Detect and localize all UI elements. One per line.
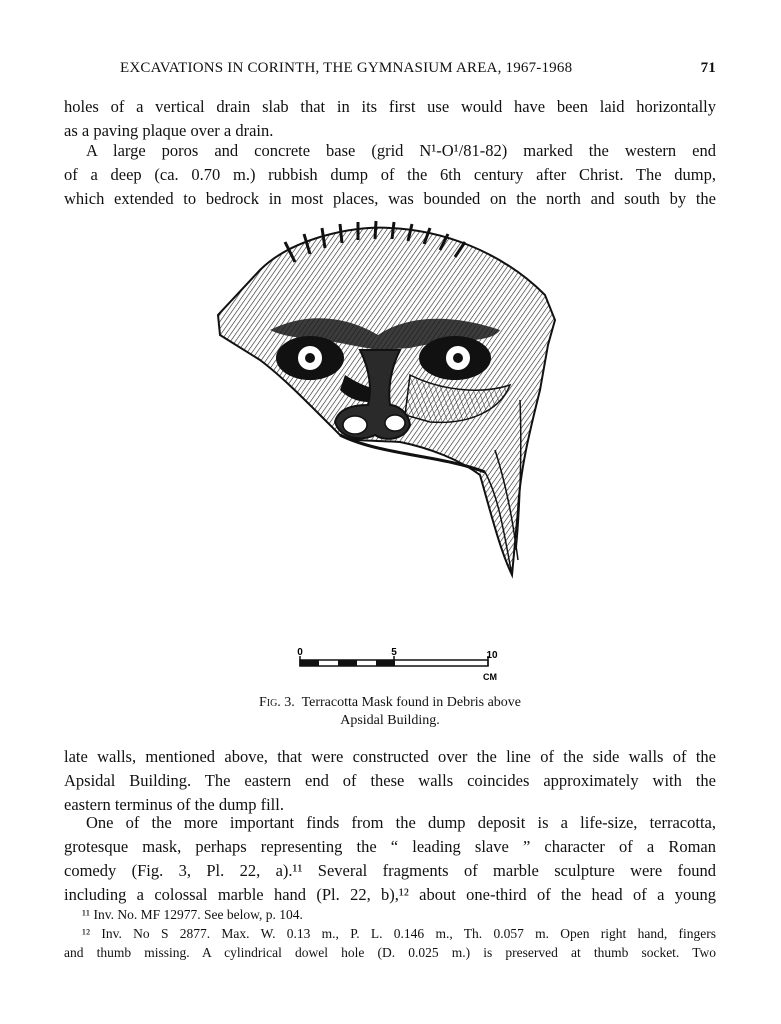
- scale-label-0: 0: [297, 647, 303, 658]
- paragraph-rubbish-dump: [64, 139, 716, 211]
- text-line: late walls, mentioned above, that were constructed over the line of the side walls of the: [64, 747, 716, 766]
- paragraph-drain-slab: [64, 95, 716, 143]
- text-line: as a paving plaque over a drain.: [64, 121, 274, 140]
- footnote-12: [64, 924, 716, 962]
- caption-line-2: Apsidal Building.: [340, 713, 440, 728]
- footnote-line: and thumb missing. A cylindrical dowel hole (D. 0.025 m.) is preserved at thumb socket. Two: [64, 945, 716, 960]
- running-head: [64, 60, 716, 82]
- scale-label-10: 10: [486, 650, 498, 661]
- footnote-line: ¹² Inv. No S 2877. Max. W. 0.13 m., P. L. 0.146 m., Th. 0.057 m. Open right hand, fingers: [82, 926, 716, 941]
- text-line: A large poros and concrete base (grid N¹-O¹/81-82) marked the western end: [86, 141, 716, 160]
- text-line: One of the more important finds from the dump deposit is a life-size, terracotta,: [86, 813, 716, 832]
- scale-label-5: 5: [391, 647, 397, 658]
- text-line: comedy (Fig. 3, Pl. 22, a).¹¹ Several fragments of marble sculpture were found: [64, 861, 716, 880]
- text-line: including a colossal marble hand (Pl. 22, b),¹² about one-third of the head of a young: [64, 885, 716, 904]
- paragraph-mask-finds: [64, 811, 716, 907]
- mask-illustration: [200, 210, 580, 590]
- page-number: 71: [700, 60, 716, 76]
- scale-bar-graphic: [280, 646, 520, 686]
- footnote-11: [64, 905, 716, 924]
- text-line: holes of a vertical drain slab that in its first use would have been laid horizontally: [64, 97, 716, 116]
- running-head-title: EXCAVATIONS IN CORINTH, THE GYMNASIUM AREA, 1967-1968: [120, 60, 573, 76]
- figure-caption: [64, 694, 716, 730]
- text-line: eastern terminus of the dump fill.: [64, 795, 284, 814]
- paragraph-late-walls: [64, 745, 716, 817]
- figure-label: Fig. 3.: [258, 695, 295, 710]
- scale-bar: [280, 646, 520, 686]
- footnotes: [64, 905, 716, 962]
- scale-unit-label: CM: [483, 672, 497, 682]
- terracotta-mask-drawing: [200, 210, 580, 590]
- text-line: which extended to bedrock in most places, was bounded on the north and south by the: [64, 189, 716, 208]
- text-line: grotesque mask, perhaps representing the “ leading slave ” character of a Roman: [64, 837, 716, 856]
- text-line: of a deep (ca. 0.70 m.) rubbish dump of the 6th century after Christ. The dump,: [64, 165, 716, 184]
- caption-line-1: Terracotta Mask found in Debris above: [301, 695, 522, 710]
- footnote-line: ¹¹ Inv. No. MF 12977. See below, p. 104.: [82, 907, 303, 922]
- text-line: Apsidal Building. The eastern end of these walls coincides approximately with the: [64, 771, 716, 790]
